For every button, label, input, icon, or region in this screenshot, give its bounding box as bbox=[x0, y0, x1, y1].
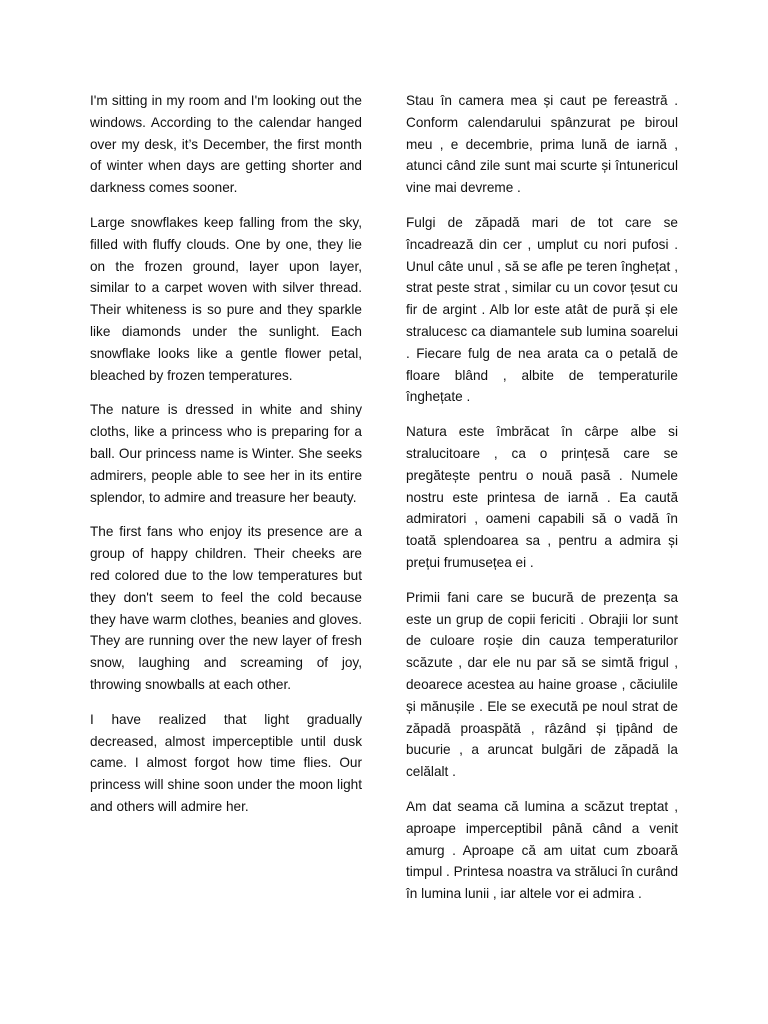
romanian-paragraph-5: Am dat seama că lumina a scăzut treptat , aproape imperceptibil până când a venit amurg . Aproape că am uitat cum zboară timpul . Printesa noastra va străluci în curând în lumina lunii , iar altele vor ei admira . bbox=[406, 798, 679, 902]
romanian-paragraph-3: Natura este îmbrăcat în cârpe albe si stralucitoare , ca o prințesă care se pregătește pentru o nouă pasă . Numele nostru este printesa de iarnă . Ea caută admiratori , oameni capabili să o vadă în toată splendoarea sa , pentru a admira și prețui frumusețea ei . bbox=[406, 424, 678, 570]
english-paragraph-4: The first fans who enjoy its presence are a group of happy children. Their cheeks are red colored due to the low temperatures but they don't seem to feel the cold because they have warm clothes, beanies and gloves. They are running over the new layer of fresh snow, laughing and screaming of joy, throwing snowballs at each other. bbox=[90, 524, 362, 692]
romanian-paragraph-2: Fulgi de zăpadă mari de tot care se încadrează din cer , umplut cu nori pufosi . Unul câte unul , să se afle pe teren înghețat , strat peste strat , similar cu un covor țesut cu fir de argint . Alb lor este atât de pură și ele stralucesc ca diamantele sub lumina soarelui . Fiecare fulg de nea arata ca o petală de floare blând , albite de temperaturile înghețate . bbox=[406, 214, 678, 405]
english-paragraph-1: I'm sitting in my room and I'm looking out the windows. According to the calendar hanged over my desk, it’s December, the first month of winter when days are getting shorter and darkness comes sooner. bbox=[90, 93, 362, 196]
romanian-column bbox=[406, 90, 678, 918]
english-paragraph-2: Large snowflakes keep falling from the sky, filled with fluffy clouds. One by one, they lie on the frozen ground, layer upon layer, similar to a carpet woven with silver thread. Their whiteness is so pure and they sparkle like diamonds under the sunlight. Each snowflake looks like a gentle flower petal, bleached by frozen temperatures. bbox=[90, 214, 362, 383]
romanian-paragraph-1: Stau în camera mea și caut pe fereastră . Conform calendarului spânzurat pe biroul meu , e decembrie, prima lună de iarnă , atunci când zile sunt mai scurte și întunericul vine mai devreme . bbox=[406, 93, 678, 196]
romanian-paragraph-4: Primii fani care se bucură de prezența sa este un grup de copii fericiti . Obrajii lor sunt de culoare roșie din cauza temperaturilor scăzute , dar ele nu par să se simtă frigul , deoarece acestea au haine groase , căciulile și mănușile . Ele se execută pe noul strat de zăpadă proaspătă , râzând și țipând de bucurie , a aruncat bulgări de zăpadă la celălalt . bbox=[406, 589, 678, 780]
english-paragraph-5: I have realized that light gradually decreased, almost imperceptible until dusk came. I almost forgot how time flies. Our princess will shine soon under the moon light and others will admire her. bbox=[90, 711, 362, 814]
english-column bbox=[90, 90, 362, 831]
english-paragraph-3: The nature is dressed in white and shiny cloths, like a princess who is preparing for a ball. Our princess name is Winter. She seeks admirers, people able to see her in its entire splendor, to admire and treasure her beauty. bbox=[90, 402, 362, 505]
